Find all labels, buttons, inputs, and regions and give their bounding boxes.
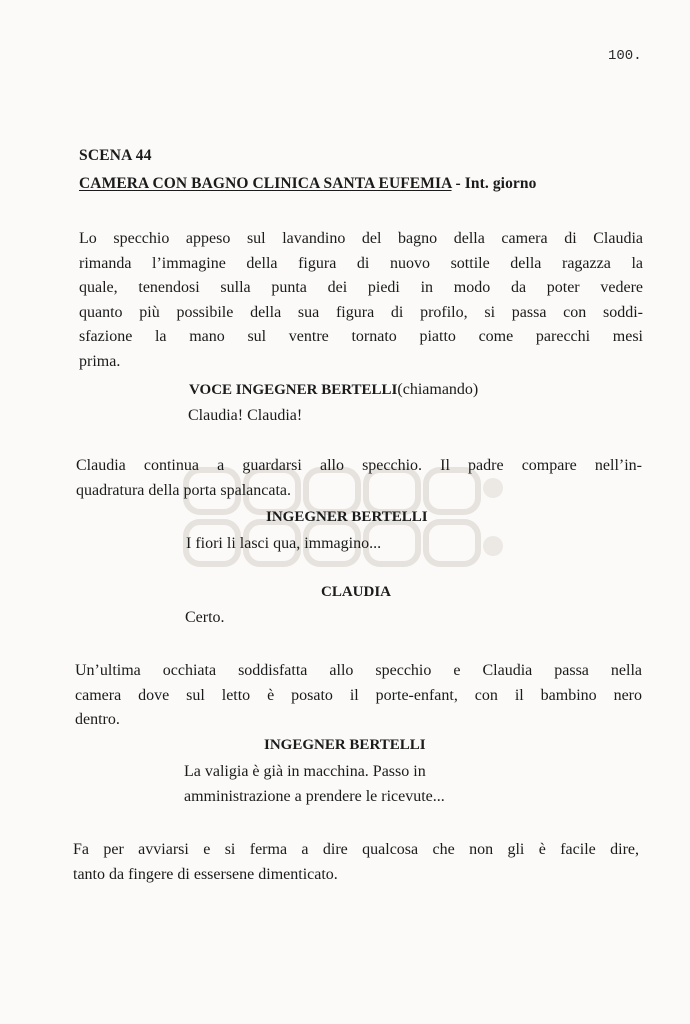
dialogue-line: Certo. xyxy=(185,609,225,626)
scene-location-line xyxy=(79,175,536,193)
character-name: VOCE INGEGNER BERTELLI xyxy=(189,382,398,398)
action-paragraph xyxy=(76,454,642,503)
character-cue xyxy=(266,509,428,526)
dialogue-line: La valigia è già in macchina. Passo in xyxy=(184,763,426,780)
page-number: 100. xyxy=(608,48,642,64)
character-name: INGEGNER BERTELLI xyxy=(264,737,426,753)
text-line: quadratura della porta spalancata. xyxy=(76,481,291,499)
character-name: CLAUDIA xyxy=(321,584,392,600)
action-paragraph xyxy=(79,227,643,374)
character-cue xyxy=(264,737,426,754)
dialogue-line: I fiori li lasci qua, immagino... xyxy=(186,535,382,552)
scene-time: - Int. giorno xyxy=(451,175,537,192)
text-line: quanto più possibile della sua figura di profilo, si passa con soddi- xyxy=(79,303,643,321)
action-paragraph xyxy=(75,659,642,733)
text-line: dentro. xyxy=(75,711,120,728)
text-line: prima. xyxy=(79,352,121,370)
scene-location: CAMERA CON BAGNO CLINICA SANTA EUFEMIA xyxy=(79,175,452,192)
text-line: Fa per avviarsi e si ferma a dire qualcosa che non gli è facile dire, xyxy=(73,841,639,858)
dialogue xyxy=(188,404,302,429)
text-line: quale, tenendosi sulla punta dei piedi in modo da poter vedere xyxy=(79,279,643,296)
text-line: rimanda l’immagine della figura di nuovo sottile della ragazza la xyxy=(79,254,643,272)
text-line: Lo specchio appeso sul lavandino del bagno della camera di Claudia xyxy=(79,230,643,247)
dialogue xyxy=(185,606,225,631)
text-line: Claudia continua a guardarsi allo specchio. Il padre compare nell’in- xyxy=(76,457,642,474)
text-line: sfazione la mano sul ventre tornato piatto come parecchi mesi xyxy=(79,328,643,345)
parenthetical: (chiamando) xyxy=(397,381,479,398)
dialogue xyxy=(186,532,381,557)
scene-heading: SCENA 44 xyxy=(79,147,152,164)
text-line: Un’ultima occhiata soddisfatta allo specchio e Claudia passa nella xyxy=(75,662,642,679)
dialogue xyxy=(184,760,445,809)
dialogue-line: Claudia! Claudia! xyxy=(188,407,303,424)
character-cue xyxy=(189,381,478,399)
text-line: tanto da fingere di essersene dimenticato. xyxy=(73,865,338,883)
character-cue xyxy=(321,584,391,601)
character-name: INGEGNER BERTELLI xyxy=(266,509,428,525)
text-line: camera dove sul letto è posato il porte-enfant, con il bambino nero xyxy=(75,686,642,704)
dialogue-line: amministrazione a prendere le ricevute... xyxy=(184,787,445,805)
action-paragraph xyxy=(73,838,639,887)
